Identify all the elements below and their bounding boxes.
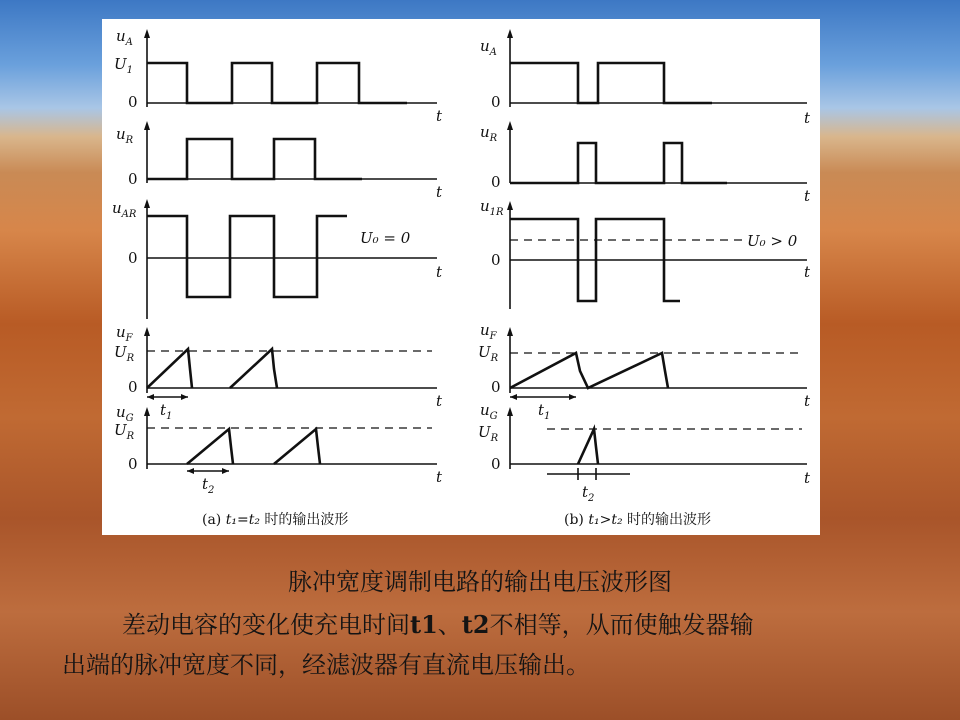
left-ug-ramp-1 [187,429,233,464]
left-uf-ramp-2 [230,349,277,388]
right-ua-zero: 0 [491,93,501,111]
right-uar-label: $u_{1R}$ [480,197,504,218]
right-uf-ramps [510,353,668,388]
waveform-svg [102,19,820,535]
para-t2: t2 [461,610,490,639]
left-uar-wave [147,216,347,297]
left-ug-ramp-2 [274,429,320,464]
right-caption: (b) t₁>t₂ 时的输出波形 [564,512,712,528]
right-ur-zero: 0 [491,173,501,191]
left-uar-t: t [436,263,443,281]
left-ur-zero: 0 [128,170,138,188]
para-text-a: 差动电容的变化使充电时间 [122,611,410,639]
left-ua-label: $u_A$ [116,27,133,48]
left-ug-urlevel-label: $U_R$ [114,421,135,442]
figure-caption: 脉冲宽度调制电路的输出电压波形图 [288,568,672,596]
left-ua-t: t [436,107,443,125]
left-uf-zero: 0 [128,378,138,396]
left-caption: (a) t₁=t₂ 时的输出波形 [202,512,349,528]
left-ur-t: t [436,183,443,201]
left-uar-zero: 0 [128,249,138,267]
right-ur-label: $u_R$ [480,123,498,144]
right-ua-label: $u_A$ [480,37,497,58]
para-t1: t1 [410,610,438,639]
left-uar-label: $u_{AR}$ [112,199,137,220]
right-ug-label: $u_G$ [480,401,498,422]
right-ug-plot [478,401,811,504]
right-uar-zero: 0 [491,251,501,269]
left-uf-t: t [436,392,443,410]
waveform-figure [102,19,820,535]
left-t1-label: $t_1$ [160,401,173,422]
left-u0-annotation: U₀ = 0 [360,229,411,247]
right-ur-t: t [804,187,811,205]
right-uf-urlevel-label: $U_R$ [478,343,499,364]
right-ua-wave [510,63,712,103]
left-ug-zero: 0 [128,455,138,473]
right-ur-plot [480,121,811,205]
right-uf-label: $u_F$ [480,321,497,342]
left-ur-label: $u_R$ [116,125,134,146]
left-uf-urlevel-label: $U_R$ [114,343,135,364]
right-uf-zero: 0 [491,378,501,396]
left-uf-ramp-1 [147,349,192,388]
right-uf-t: t [804,392,811,410]
right-u0-annotation: U₀ > 0 [747,232,798,250]
paragraph-line-1 [122,605,754,640]
para-text-b: 不相等，从而使触发器输 [489,611,754,639]
left-uf-plot [114,323,443,422]
left-ur-plot [116,121,443,201]
right-uar-plot [480,197,811,309]
left-u1-label: $U_1$ [114,55,134,76]
right-ua-plot [480,29,811,127]
left-uf-label: $u_F$ [116,323,133,344]
left-ua-zero: 0 [128,93,138,111]
paragraph-line-2: 出端的脉冲宽度不同，经滤波器有直流电压输出。 [62,651,590,679]
right-uar-t: t [804,263,811,281]
right-ug-zero: 0 [491,455,501,473]
right-ua-t: t [804,109,811,127]
left-ug-label: $u_G$ [116,403,134,424]
left-ur-wave [147,139,362,179]
right-t1-label: $t_1$ [538,401,551,422]
right-t2-label: $t_2$ [582,483,595,504]
right-ug-urlevel-label: $U_R$ [478,423,499,444]
left-ug-t: t [436,468,443,486]
right-ug-t: t [804,469,811,487]
right-ur-wave [510,143,727,183]
left-ua-plot [114,27,443,125]
left-ua-wave [147,63,407,103]
para-sep: 、 [437,611,462,639]
left-t2-label: $t_2$ [202,475,215,496]
right-uf-plot [478,321,811,422]
left-uar-plot [112,199,443,319]
right-ug-ramp [578,429,598,464]
